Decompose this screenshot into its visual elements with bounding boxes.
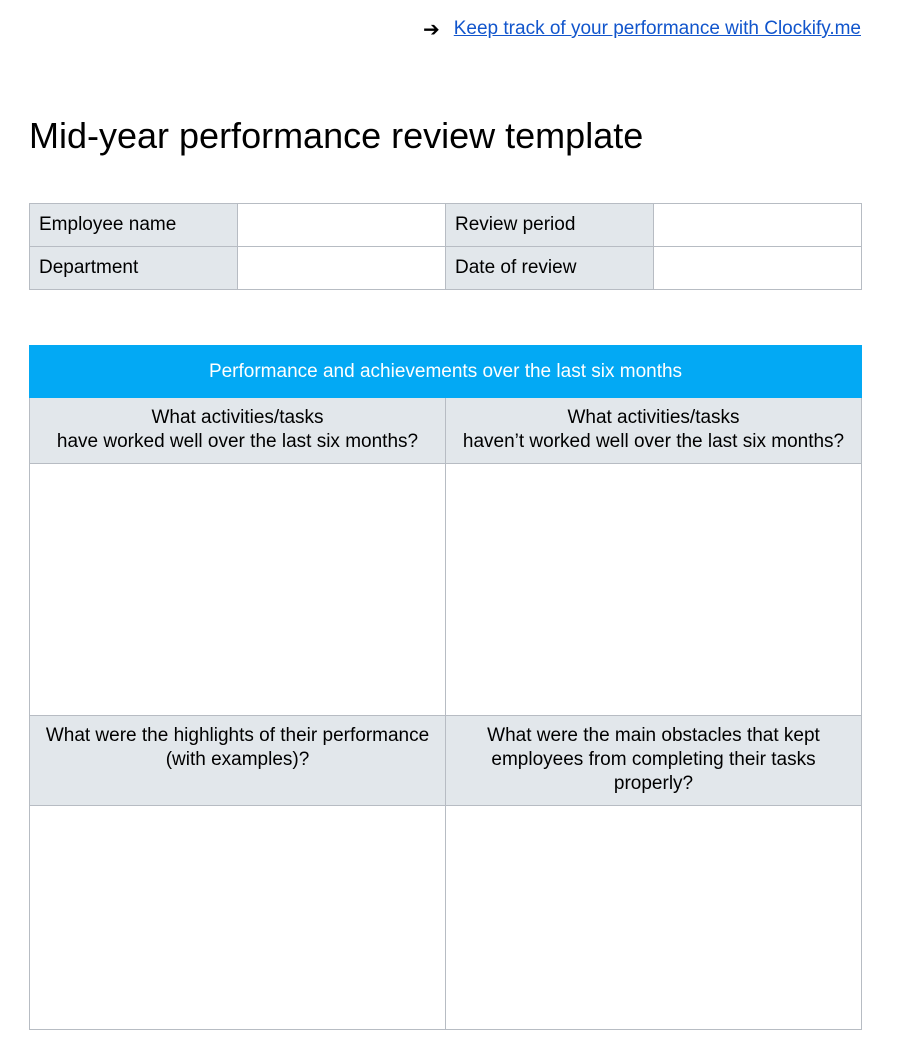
question-obstacles: What were the main obstacles that kept employees from completing their tasks properly? (446, 716, 862, 806)
question-line: haven’t worked well over the last six months? (462, 431, 845, 452)
clockify-link[interactable]: Keep track of your performance with Clockify.me (453, 18, 861, 39)
employee-name-label: Employee name (30, 204, 238, 247)
question-not-worked-well (446, 398, 862, 464)
employee-info-table (29, 203, 862, 290)
arrow-right-icon: ➔ (422, 17, 440, 41)
review-period-field[interactable] (654, 204, 862, 247)
table-row (30, 398, 862, 464)
table-row (30, 464, 862, 716)
question-line: have worked well over the last six months? (56, 431, 419, 452)
question-line: What activities/tasks (151, 407, 324, 428)
question-highlights: What were the highlights of their performance (with examples)? (30, 716, 446, 806)
page-title: Mid-year performance review template (29, 115, 644, 156)
employee-name-field[interactable] (238, 204, 446, 247)
date-of-review-label: Date of review (446, 247, 654, 290)
performance-table (29, 345, 862, 1030)
answer-highlights[interactable] (30, 806, 446, 1030)
date-of-review-field[interactable] (654, 247, 862, 290)
review-period-label: Review period (446, 204, 654, 247)
clockify-promo (423, 17, 861, 41)
question-worked-well (30, 398, 446, 464)
performance-section-header: Performance and achievements over the last six months (30, 346, 862, 398)
department-field[interactable] (238, 247, 446, 290)
answer-not-worked-well[interactable] (446, 464, 862, 716)
answer-worked-well[interactable] (30, 464, 446, 716)
table-row (30, 204, 862, 247)
department-label: Department (30, 247, 238, 290)
answer-obstacles[interactable] (446, 806, 862, 1030)
table-row (30, 806, 862, 1030)
question-line: What activities/tasks (567, 407, 740, 428)
table-row (30, 346, 862, 398)
table-row (30, 247, 862, 290)
table-row (30, 716, 862, 806)
